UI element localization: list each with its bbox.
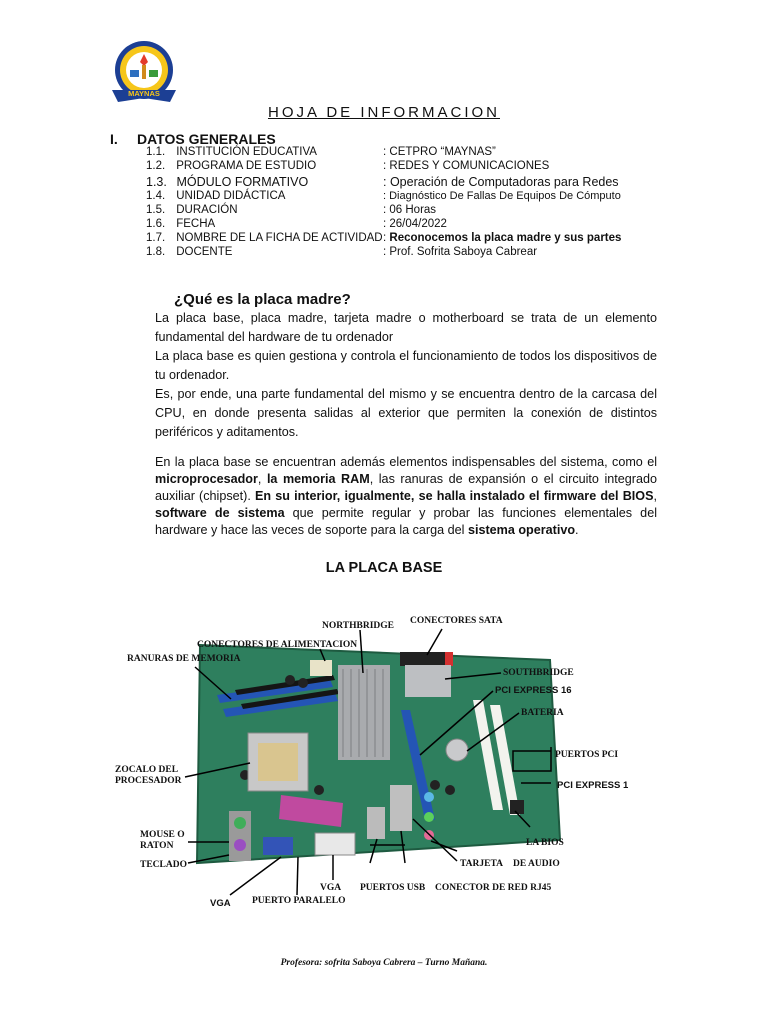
label-bios: LA BIOS	[526, 838, 564, 848]
label-paralelo: PUERTO PARALELO	[252, 896, 346, 906]
cmos-battery	[446, 739, 468, 761]
motherboard-diagram	[105, 605, 665, 915]
general-value: : 06 Horas	[383, 204, 437, 216]
label-sata: CONECTORES SATA	[410, 616, 503, 626]
label-ranuras: RANURAS DE MEMORIA	[127, 654, 241, 664]
general-value: : Operación de Computadoras para Redes	[383, 175, 619, 189]
sata-connectors	[400, 652, 445, 666]
section-number: I.	[110, 131, 118, 147]
section-title: DATOS GENERALES	[137, 131, 276, 147]
label-vga-2: VGA	[210, 898, 231, 909]
vga-port	[263, 837, 293, 855]
label-usb: PUERTOS USB	[360, 883, 426, 893]
question-heading: ¿Qué es la placa madre?	[174, 291, 351, 308]
label-tarjeta: TARJETA	[460, 859, 503, 869]
label-puertos-pci: PUERTOS PCI	[555, 750, 619, 760]
label-mouse-2: RATON	[140, 841, 174, 851]
label-pci-express-16: PCI EXPRESS 16	[495, 685, 572, 696]
label-audio: DE AUDIO	[513, 859, 560, 869]
paragraph: Es, por ende, una parte fundamental del mismo y se encuentra dentro de la carcasa del CPU, en donde presenta salidas al exterior que permiten la conexión de distintos periféricos y aditamentos.	[155, 387, 657, 439]
dvi-port	[315, 833, 355, 855]
label-zocalo-1: ZOCALO DEL	[115, 765, 179, 775]
general-row: 1.4. UNIDAD DIDÁCTICA	[146, 190, 286, 202]
southbridge-heatsink	[405, 665, 451, 697]
label-zocalo-2: PROCESADOR	[115, 776, 182, 786]
general-value: : Reconocemos la placa madre y sus partes	[383, 232, 622, 244]
label-southbridge: SOUTHBRIDGE	[503, 668, 574, 678]
paragraph: La placa base es quien gestiona y controla el funcionamiento de todos los dispositivos de tu ordenador.	[155, 349, 657, 382]
label-rj45: CONECTOR DE RED RJ45	[435, 883, 552, 893]
usb-ports	[367, 807, 385, 839]
document-title: HOJA DE INFORMACION	[267, 104, 500, 121]
general-value: : Prof. Sofrita Saboya Cabrear	[383, 246, 538, 258]
general-value: : 26/04/2022	[383, 218, 447, 230]
logo-text: MAYNAS	[128, 89, 160, 98]
motherboard-illustration	[105, 605, 665, 915]
northbridge-heatsink	[338, 665, 390, 760]
rj45-port	[390, 785, 412, 831]
general-row: 1.6. FECHA	[146, 218, 216, 230]
label-vga: VGA	[320, 883, 342, 893]
general-row: 1.2. PROGRAMA DE ESTUDIO	[146, 160, 317, 172]
general-value: : CETPRO “MAYNAS”	[383, 146, 496, 158]
paragraph-chipset: En la placa base se encuentran además elementos indispensables del sistema, como el microprocesador, la memoria RAM, las ranuras de expansión o el circuito integrado auxiliar (chipset). En su interior, igualmente, se halla instalado el firmware del BIOS, software de sistema que permite regular y probar las funciones elementales del hardware y hace las veces de soporte para la carga del sistema operativo.	[155, 455, 657, 537]
general-row: 1.7. NOMBRE DE LA FICHA DE ACTIVIDAD	[146, 232, 383, 244]
paragraph: La placa base, placa madre, tarjeta madre o motherboard se trata de un elemento fundamental del hardware de tu ordenador	[155, 311, 657, 344]
diagram-title: LA PLACA BASE	[325, 560, 443, 576]
general-row: 1.1. INSTITUCIÓN EDUCATIVA	[146, 146, 317, 158]
general-row: 1.8. DOCENTE	[146, 246, 233, 258]
label-mouse-1: MOUSE O	[140, 830, 185, 840]
general-row: 1.5. DURACIÓN	[146, 204, 238, 216]
label-alimentacion: CONECTORES DE ALIMENTACION	[197, 640, 358, 650]
label-teclado: TECLADO	[140, 860, 187, 870]
power-connector	[310, 660, 332, 676]
bios-chip	[510, 800, 524, 814]
school-crest-icon	[108, 40, 180, 110]
footer-note: Profesora: sofrita Saboya Cabrera – Turno Mañana.	[280, 958, 488, 968]
general-value: : Diagnóstico De Fallas De Equipos De Cómputo	[383, 190, 621, 202]
general-value: : REDES Y COMUNICACIONES	[383, 160, 550, 172]
label-bateria: BATERIA	[521, 708, 564, 718]
label-pci-express-1: PCI EXPRESS 1	[557, 780, 629, 791]
audio-ports	[424, 792, 434, 802]
label-northbridge: NORTHBRIDGE	[322, 621, 394, 631]
school-crest-logo	[108, 40, 180, 110]
general-row: 1.3. MÓDULO FORMATIVO	[146, 175, 309, 189]
